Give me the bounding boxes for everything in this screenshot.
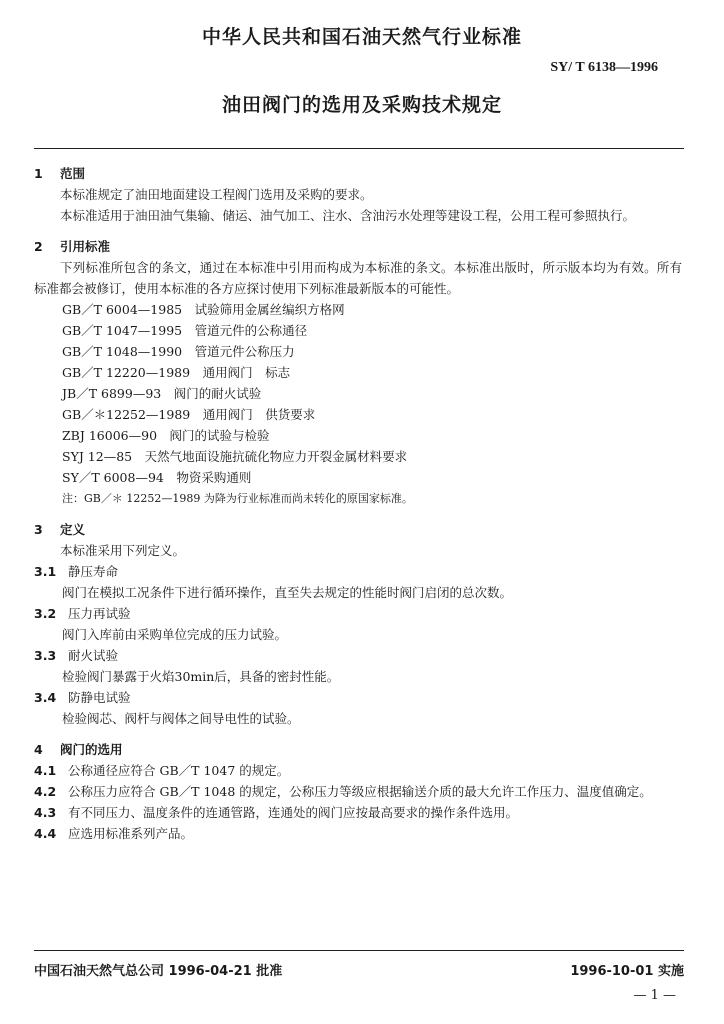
- reference-item: [34, 404, 682, 425]
- section-title: 阀门的选用: [60, 742, 123, 757]
- clause: [34, 802, 682, 823]
- section-title: 引用标准: [60, 239, 111, 254]
- term-name: 静压寿命: [68, 564, 119, 579]
- term-name: 防静电试验: [68, 690, 131, 705]
- section-title: 范围: [60, 166, 86, 181]
- paragraph: 本标准适用于油田油气集输、储运、油气加工、注水、含油污水处理等建设工程，公用工程可参照执行。: [60, 208, 636, 223]
- reference-code: SY／T 6008—94: [62, 470, 164, 485]
- clause-text: 公称压力应符合 GB／T 1048 的规定，公称压力等级应根据输送介质的最大允许工作压力、温度值确定。: [68, 784, 652, 799]
- clause-text: 有不同压力、温度条件的连通管路，连通处的阀门应按最高要求的操作条件选用。: [68, 805, 519, 820]
- section-heading: [34, 236, 682, 257]
- definition-term: [34, 603, 682, 624]
- paragraph: 下列标准所包含的条文，通过在本标准中引用而构成为本标准的条文。本标准出版时，所示版本均为有效。所有标准都会被修订，使用本标准的各方应探讨使用下列标准最新版本的可能性。: [34, 260, 682, 296]
- definition-text: 阀门在模拟工况条件下进行循环操作，直至失去规定的性能时阀门启闭的总次数。: [62, 585, 513, 600]
- header-organization: 中华人民共和国石油天然气行业标准: [201, 26, 522, 48]
- section-number: 1: [34, 166, 43, 181]
- definition-term: [34, 561, 682, 582]
- clause-number: 4.3: [34, 805, 57, 820]
- reference-item: [34, 425, 682, 446]
- reference-note: 注：GB／＊ 12252—1989 为降为行业标准而尚未转化的原国家标准。: [62, 492, 413, 505]
- section-heading: [34, 519, 682, 540]
- standard-code: SY/ T 6138—1996: [550, 60, 658, 75]
- page-number: — 1 —: [633, 988, 676, 1003]
- reference-code: GB／T 1048—1990: [62, 344, 183, 359]
- header-divider: [34, 148, 684, 149]
- section-number: 2: [34, 239, 43, 254]
- term-name: 压力再试验: [68, 606, 131, 621]
- effective-date: 1996-10-01 实施: [570, 964, 684, 979]
- definition-text: 检验阀芯、阀杆与阀体之间导电性的试验。: [62, 711, 300, 726]
- section-heading: [34, 163, 682, 184]
- definition-text: 阀门入库前由采购单位完成的压力试验。: [62, 627, 288, 642]
- section-number: 3: [34, 522, 43, 537]
- reference-item: [34, 299, 682, 320]
- reference-code: GB／T 1047—1995: [62, 323, 183, 338]
- clause-text: 公称通径应符合 GB／T 1047 的规定。: [68, 763, 290, 778]
- clause-text: 应选用标准系列产品。: [68, 826, 194, 841]
- clause: [34, 823, 682, 844]
- section-title: 定义: [60, 522, 86, 537]
- reference-name: 物资采购通则: [176, 470, 252, 485]
- reference-name: 通用阀门 标志: [202, 365, 291, 380]
- clause-number: 4.1: [34, 763, 57, 778]
- reference-item: [34, 320, 682, 341]
- section-heading: [34, 739, 682, 760]
- reference-item: [34, 467, 682, 488]
- document-body: [34, 163, 682, 844]
- clause-number: 4.2: [34, 784, 57, 799]
- clause-number: 3.3: [34, 648, 57, 663]
- reference-item: [34, 341, 682, 362]
- reference-name: 通用阀门 供货要求: [202, 407, 316, 422]
- reference-name: 管道元件公称压力: [194, 344, 295, 359]
- paragraph: 本标准采用下列定义。: [60, 543, 186, 558]
- clause-number: 3.2: [34, 606, 57, 621]
- reference-name: 阀门的试验与检验: [169, 428, 270, 443]
- reference-name: 试验筛用金属丝编织方格网: [194, 302, 345, 317]
- clause-number: 3.1: [34, 564, 57, 579]
- clause: [34, 781, 682, 802]
- reference-code: GB／＊12252—1989: [62, 407, 191, 422]
- footer-divider: [34, 950, 684, 951]
- reference-code: GB／T 12220—1989: [62, 365, 191, 380]
- clause: [34, 760, 682, 781]
- term-name: 耐火试验: [68, 648, 119, 663]
- section-number: 4: [34, 742, 43, 757]
- reference-item: [34, 446, 682, 467]
- definition-term: [34, 687, 682, 708]
- reference-item: [34, 362, 682, 383]
- reference-name: 天然气地面设施抗硫化物应力开裂金属材料要求: [144, 449, 408, 464]
- reference-name: 阀门的耐火试验: [173, 386, 262, 401]
- clause-number: 3.4: [34, 690, 57, 705]
- definition-term: [34, 645, 682, 666]
- reference-item: [34, 383, 682, 404]
- approval-info: 中国石油天然气总公司 1996-04-21 批准: [34, 964, 283, 979]
- reference-code: ZBJ 16006—90: [62, 428, 158, 443]
- clause-number: 4.4: [34, 826, 57, 841]
- reference-code: JB／T 6899—93: [62, 386, 162, 401]
- document-title: 油田阀门的选用及采购技术规定: [221, 94, 502, 116]
- reference-name: 管道元件的公称通径: [194, 323, 308, 338]
- paragraph: 本标准规定了油田地面建设工程阀门选用及采购的要求。: [60, 187, 373, 202]
- reference-code: SYJ 12—85: [62, 449, 133, 464]
- definition-text: 检验阀门暴露于火焰30min后，具备的密封性能。: [62, 669, 340, 684]
- reference-code: GB／T 6004—1985: [62, 302, 183, 317]
